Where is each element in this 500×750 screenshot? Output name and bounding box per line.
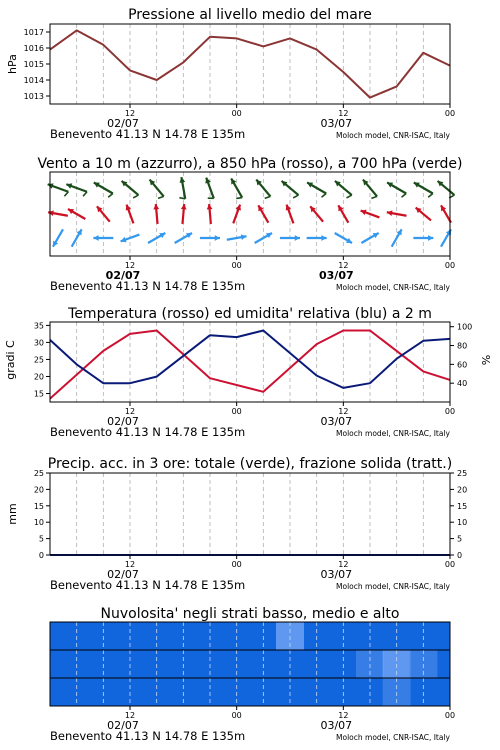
y-tick-label: 15: [33, 389, 44, 399]
date-label: 03/07: [320, 568, 353, 581]
y-tick-label: 1015: [23, 60, 44, 69]
y-tick-label: 0: [457, 551, 463, 560]
y-tick-label: 5: [457, 534, 463, 544]
date-label: 03/07: [320, 719, 353, 732]
credit-label: Moloch model, CNR-ISAC, Italy: [336, 733, 450, 742]
date-label: 02/07: [107, 117, 139, 130]
x-tick-label: 00: [444, 109, 456, 118]
cloud-title: Nuvolosita' negli strati basso, medio e alto: [100, 606, 400, 622]
date-label: 03/07: [320, 117, 353, 130]
precip-ylabel: mm: [6, 503, 19, 525]
x-tick-label: 00: [444, 560, 456, 569]
date-label: 03/07: [319, 269, 354, 282]
y-tick-label: 10: [33, 518, 44, 528]
y-tick-label: 15: [33, 501, 44, 511]
y-tick-label: 30: [33, 338, 44, 348]
location-label: Benevento 41.13 N 14.78 E 135m: [50, 425, 246, 439]
pressure-ylabel: hPa: [6, 54, 19, 74]
y-tick-label: 80: [457, 341, 468, 351]
humidity-ylabel: %: [480, 354, 493, 366]
location-label: Benevento 41.13 N 14.78 E 135m: [50, 729, 246, 743]
date-label: 02/07: [107, 719, 139, 732]
credit-label: Moloch model, CNR-ISAC, Italy: [336, 429, 450, 438]
credit-label: Moloch model, CNR-ISAC, Italy: [336, 582, 450, 591]
x-tick-label: 00: [231, 407, 242, 416]
date-label: 03/07: [320, 415, 353, 428]
y-tick-label: 35: [33, 321, 44, 331]
wind-barb: [236, 198, 242, 199]
y-tick-label: 25: [457, 469, 468, 478]
y-tick-label: 100: [457, 322, 473, 332]
x-tick-label: 12: [338, 261, 349, 270]
x-tick-label: 00: [231, 560, 242, 569]
y-tick-label: 1014: [23, 76, 44, 85]
credit-label: Moloch model, CNR-ISAC, Italy: [336, 283, 450, 292]
x-tick-label: 12: [338, 560, 349, 569]
credit-label: Moloch model, CNR-ISAC, Italy: [336, 131, 450, 140]
date-label: 02/07: [105, 269, 141, 282]
y-tick-label: 20: [457, 485, 468, 495]
y-tick-label: 40: [457, 379, 468, 389]
x-tick-label: 00: [444, 711, 456, 720]
location-label: Benevento 41.13 N 14.78 E 135m: [50, 127, 246, 141]
date-label: 02/07: [107, 568, 139, 581]
y-tick-label: 1016: [23, 44, 44, 53]
y-tick-label: 25: [33, 469, 44, 478]
y-tick-label: 60: [457, 360, 468, 370]
precip-title: Precip. acc. in 3 ore: totale (verde), frazione solida (tratt.): [47, 456, 453, 472]
x-tick-label: 00: [231, 109, 242, 118]
x-tick-label: 00: [444, 407, 456, 416]
x-tick-label: 12: [124, 711, 136, 720]
pressure-title: Pressione al livello medio del mare: [128, 7, 372, 23]
temp-title: Temperatura (rosso) ed umidita' relativa (blu) a 2 m: [68, 306, 432, 322]
y-tick-label: 10: [457, 518, 468, 528]
x-tick-label: 00: [231, 261, 242, 270]
x-tick-label: 12: [338, 407, 349, 416]
y-tick-label: 1013: [23, 92, 44, 101]
location-label: Benevento 41.13 N 14.78 E 135m: [50, 279, 246, 293]
temp-ylabel: gradi C: [4, 340, 17, 380]
x-tick-label: 12: [124, 407, 136, 416]
x-tick-label: 00: [231, 711, 242, 720]
location-label: Benevento 41.13 N 14.78 E 135m: [50, 578, 246, 592]
x-tick-label: 00: [444, 261, 456, 270]
y-tick-label: 1017: [23, 28, 44, 37]
y-tick-label: 20: [33, 485, 44, 495]
x-tick-label: 12: [124, 109, 136, 118]
x-tick-label: 12: [124, 261, 136, 270]
wind-title: Vento a 10 m (azzurro), a 850 hPa (rosso), a 700 hPa (verde): [37, 156, 463, 172]
y-tick-label: 20: [33, 372, 44, 382]
x-tick-label: 12: [338, 711, 349, 720]
y-tick-label: 15: [457, 501, 468, 511]
date-label: 02/07: [107, 415, 139, 428]
x-tick-label: 12: [124, 560, 136, 569]
y-tick-label: 25: [33, 355, 44, 365]
y-tick-label: 0: [38, 551, 44, 560]
y-tick-label: 5: [38, 534, 44, 544]
x-tick-label: 12: [338, 109, 349, 118]
